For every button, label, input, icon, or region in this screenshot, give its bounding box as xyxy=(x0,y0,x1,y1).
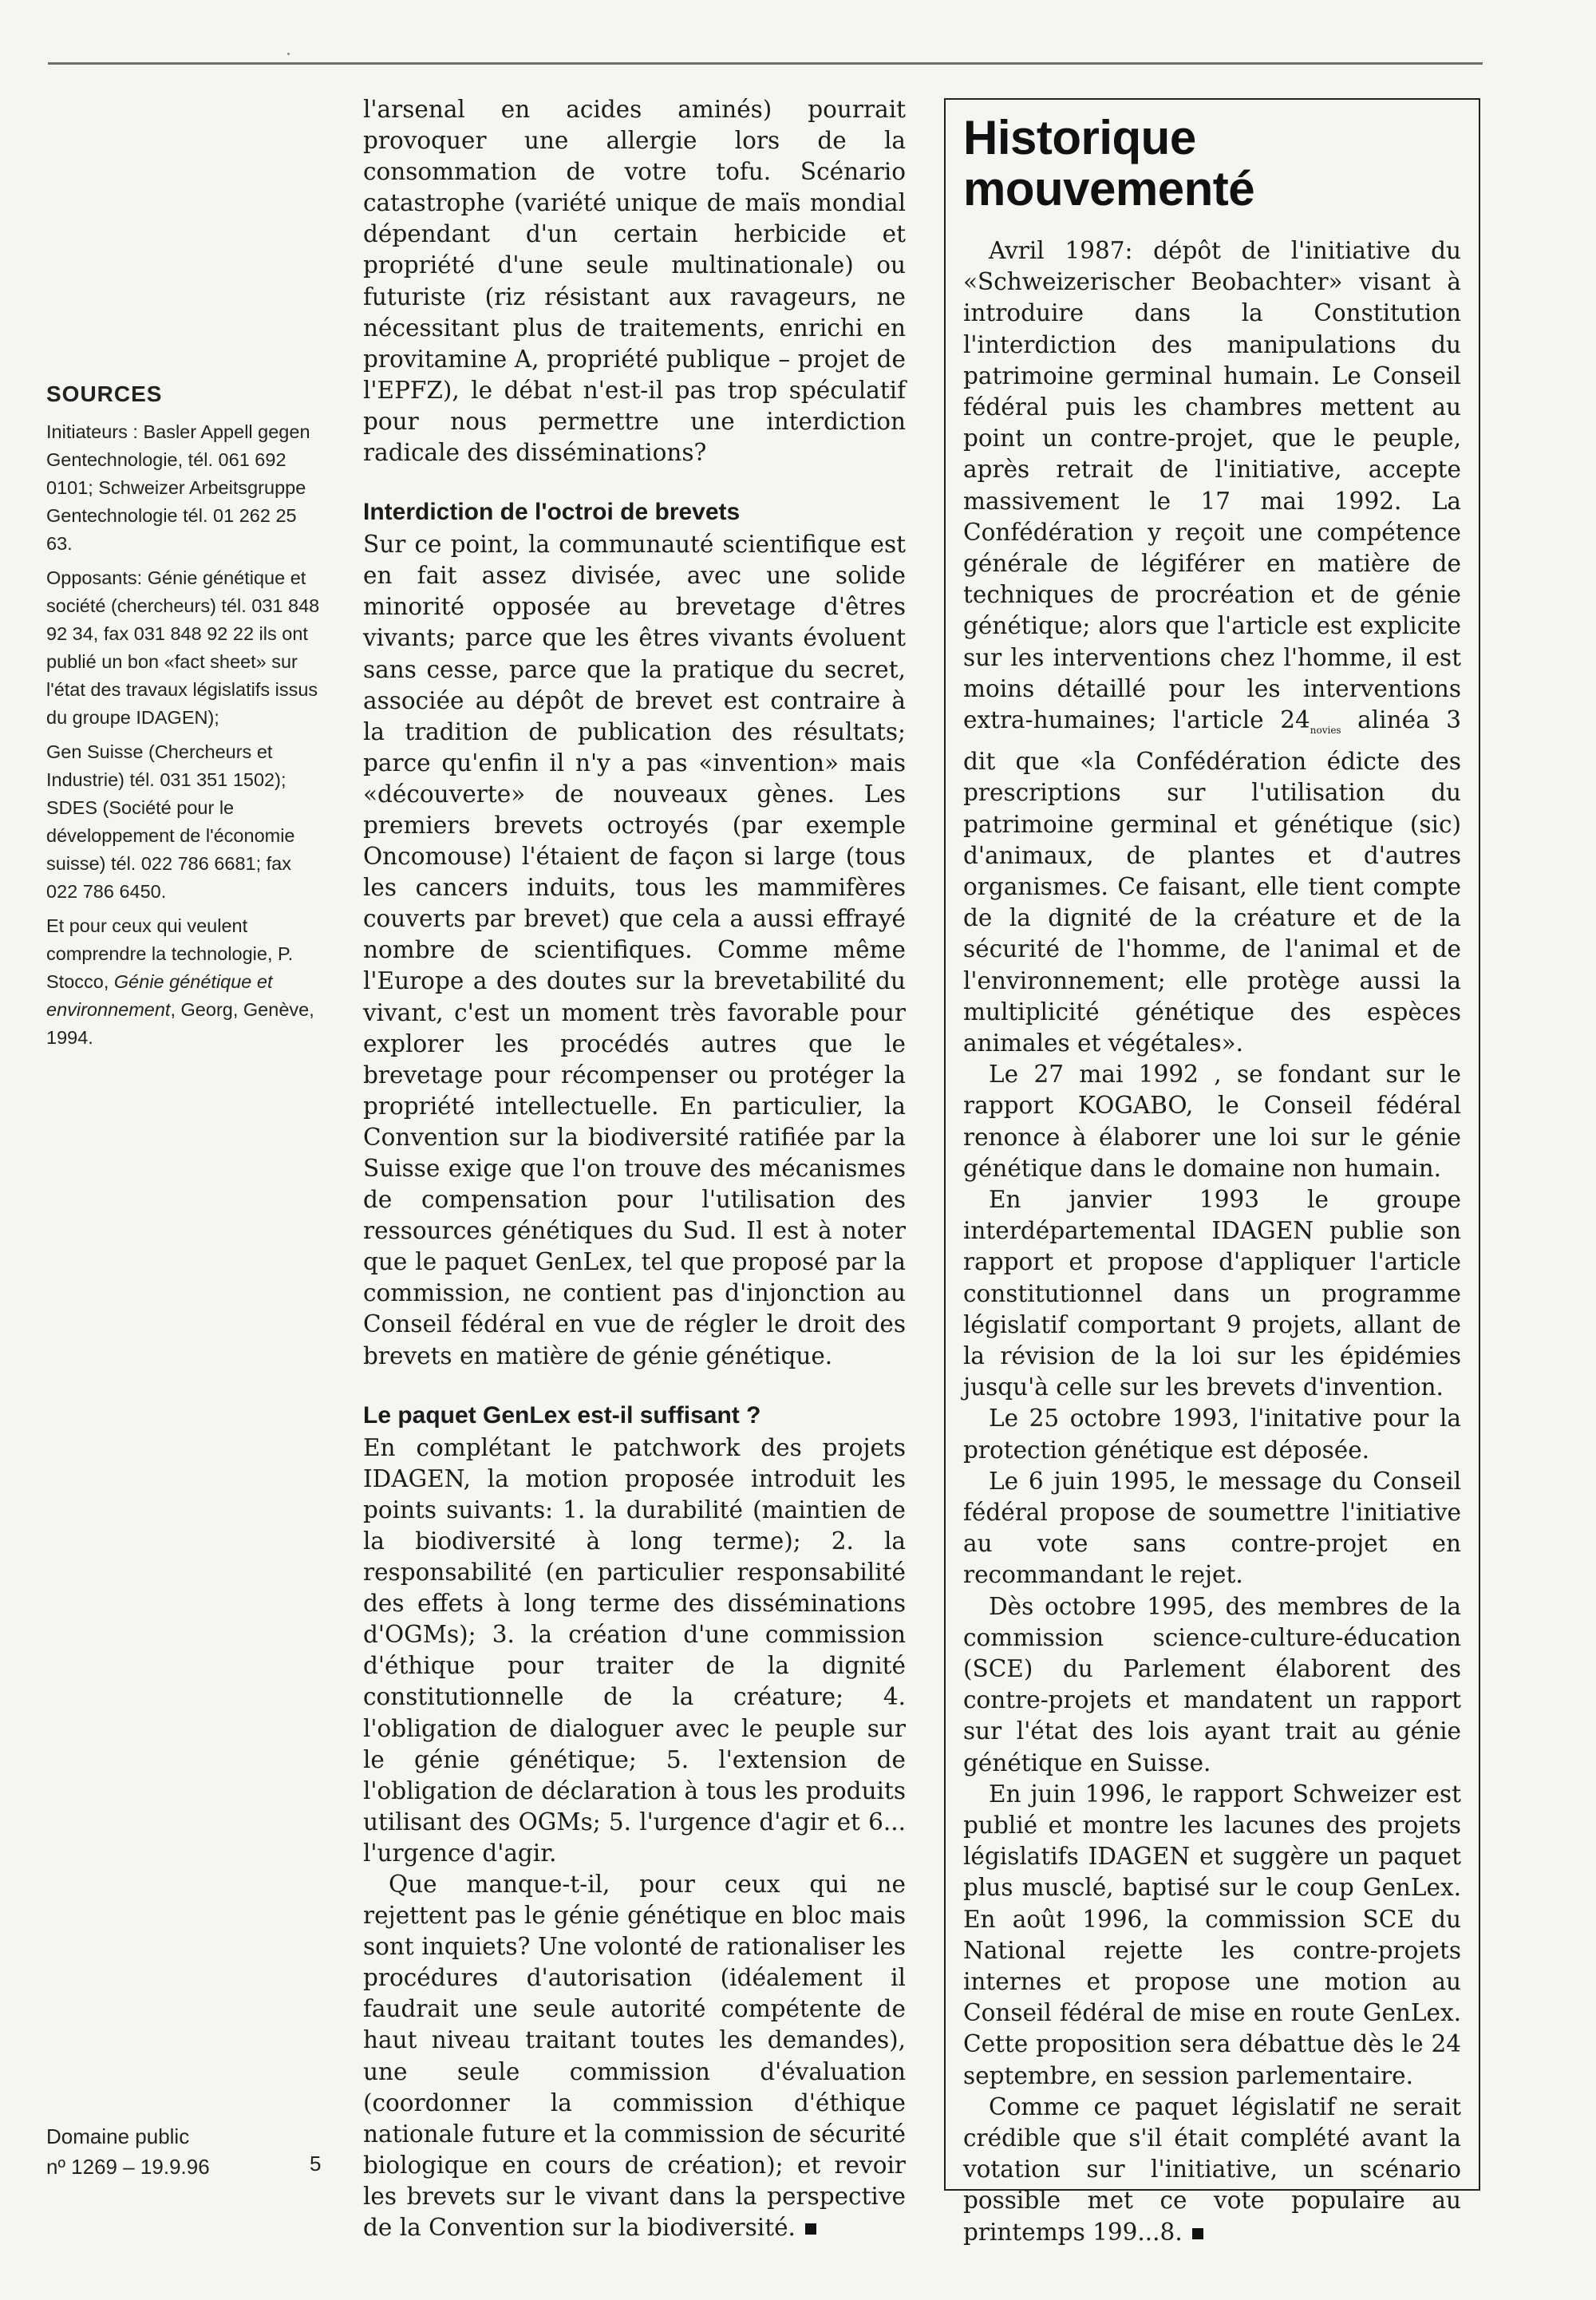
history-paragraph: En juin 1996, le rapport Schweizer est publié et montre les lacunes des projets législatifs IDAGEN et suggère un paquet plus musclé, baptisé sur le coup GenLex. En août 1996, la commission SCE du National rejette les contre-projets internes et propose une motion au Conseil fédéral de mise en route GenLex. Cette proposition sera débattue dès le 24 septembre, en session parlementaire. xyxy=(963,1780,1461,2089)
sources-sidebar xyxy=(46,381,326,1058)
section-heading-patents: Interdiction de l'octroi de brevets xyxy=(363,499,741,526)
source-entry-initiators: Initiateurs : Basler Appell gegen Gentechnologie, tél. 061 692 0101; Schweizer Arbeitsgruppe Gentechnologie tél. 01 262 25 63. xyxy=(46,421,310,554)
source-entry-opponents: Opposants: Génie génétique et société (chercheurs) tél. 031 848 92 34, fax 031 848 92 22 ils ont publié un bon «fact sheet» sur l'état des travaux législatifs issus du groupe IDAGEN); xyxy=(46,567,320,728)
book-title: Génie génétique et environnement xyxy=(46,971,273,1020)
history-paragraph: Comme ce paquet législatif ne serait crédible que s'il était complété avant la votation sur l'initiative, un scénario possible met ce vote populaire au printemps 199...8. xyxy=(963,2093,1461,2246)
history-paragraph: Le 6 juin 1995, le message du Conseil fédéral propose de soumettre l'initiative au vote sans contre-projet en recommandant le rejet. xyxy=(963,1467,1461,1589)
source-entry-gen-suisse: Gen Suisse (Chercheurs et Industrie) tél. 031 351 1502); SDES (Société pour le développement de l'économie suisse) tél. 022 786 6681; fax 022 786 6450. xyxy=(46,741,295,902)
section-heading-genlex: Le paquet GenLex est-il suffisant ? xyxy=(363,1401,761,1429)
history-paragraph: Avril 1987: dépôt de l'initiative du «Schweizerischer Beobachter» visant à introduire dans la Constitution l'interdiction des manipulations du patrimoine germinal humain. Le Conseil fédéral puis les chambres mettent au point un contre-projet, que le peuple, après retrait de l'initiative, accepte massivement le 17 mai 1992. La Confédération y reçoit une compétence générale de légiférer en matière de techniques de procréation et de génie génétique; alors que l'article est explicite sur les interventions chez l'homme, il est moins détaillé pour les interventions extra-humaines; l'article $24_{novies}$ alinéa 3 dit que «la Confédération édicte des prescriptions sur l'utilisation du patrimoine germinal et génétique (sic) d'animaux, de plantes et d'autres organismes. Ce faisant, elle tient compte de la dignité de la créature et de la sécurité de l'homme, de l'animal et de l'environnement; elle protège aussi la multiplicité génétique des espèces animales et végétales». xyxy=(963,237,1461,1057)
page-footer xyxy=(46,2121,334,2182)
article-paragraph: Sur ce point, la communauté scientifique est en fait assez divisée, avec une solide minorité opposée au brevetage d'êtres vivants; parce que les êtres vivants évoluent sans cesse, parce que la pratique du secret, associée au dépôt de brevet est contraire à la tradition de publication des résultats; parce qu'enfin il n'y a pas «invention» mais «découverte» de nouveaux gènes. Les premiers brevets octroyés (par exemple Oncomouse) l'étaient de façon si large (tous les cancers induits, tous les mammifères couverts par brevet) que cela a aussi effrayé nombre de scientifiques. Comme même l'Europe a des doutes sur la brevetabilité du vivant, c'est un moment très favorable pour explorer les procédés autres que le brevetage pour récompenser ou protéger la propriété intellectuelle. En particulier, la Convention sur la biodiversité ratifiée par la Suisse exige que l'on trouve des mécanismes de compensation pour l'utilisation des ressources génétiques du Sud. Il est à noter que le paquet GenLex, tel que proposé par la commission, ne contient pas d'injonction au Conseil fédéral en vue de régler le droit des brevets en matière de génie génétique. xyxy=(363,531,906,1369)
box-title: Historique mouvementé xyxy=(963,111,1255,215)
history-paragraph: Le 25 octobre 1993, l'initative pour la protection génétique est déposée. xyxy=(963,1405,1461,1464)
sources-title: SOURCES xyxy=(46,381,163,406)
publication-name: Domaine public xyxy=(46,2124,190,2148)
article-paragraph: l'arsenal en acides aminés) pourrait provoquer une allergie lors de la consommation de votre tofu. Scénario catastrophe (variété unique de maïs mondial dépendant d'un certain herbicide et propriété d'une seule multinationale) ou futuriste (riz résistant aux ravageurs, ne nécessitant plus de traitements, enrichi en provitamine A, propriété publique – projet de l'EPFZ), le débat n'est-il pas trop spéculatif pour nous permettre une interdiction radicale des disséminations? xyxy=(363,96,906,467)
article-column xyxy=(363,94,906,2243)
article-subscript: novies xyxy=(1310,724,1341,736)
end-mark xyxy=(805,2223,816,2235)
top-rule xyxy=(48,62,1483,65)
article-paragraph: En complétant le patchwork des projets IDAGEN, la motion proposée introduit les points suivants: 1. la durabilité (maintien de la biodiversité à long terme); 2. la responsabilité (en particulier responsabilité des effets à long terme des disséminations d'OGMs); 3. la création d'une commission d'éthique pour traiter de la dignité constitutionnelle de la créature; 4. l'obligation de dialoguer avec le peuple sur le génie génétique; 5. l'extension de l'obligation de déclaration à tous les produits utilisant des OGMs; 5. l'urgence d'agir et 6... l'urgence d'agir. xyxy=(363,1433,906,1867)
source-entry-reading: Et pour ceux qui veulent comprendre la technologie, P. Stocco, Génie génétique et environnement, Georg, Genève, 1994. xyxy=(46,915,314,1048)
issue-info: nº 1269 – 19.9.96 xyxy=(46,2155,210,2179)
history-paragraph: Le 27 mai 1992 , se fondant sur le rapport KOGABO, le Conseil fédéral renonce à élaborer une loi sur le génie génétique dans le domaine non humain. xyxy=(963,1061,1461,1182)
end-mark xyxy=(1192,2228,1203,2239)
history-paragraph: Dès octobre 1995, des membres de la commission science-culture-éducation (SCE) du Parlement élaborent des contre-projets et mandatent un rapport sur l'état des lois ayant trait au génie génétique en Suisse. xyxy=(963,1592,1461,1776)
history-paragraph: En janvier 1993 le groupe interdépartemental IDAGEN publie son rapport et propose d'appliquer l'article constitutionnel dans un programme législatif comportant 9 projets, allant de la révision de la loi sur les épidémies jusqu'à celle sur les brevets d'invention. xyxy=(963,1185,1461,1401)
page-number: 5 xyxy=(310,2152,322,2176)
history-box xyxy=(944,98,1480,2246)
print-speck xyxy=(287,53,290,55)
box-body xyxy=(963,235,1461,2248)
article-paragraph: Que manque-t-il, pour ceux qui ne rejettent pas le génie génétique en bloc mais sont inquiets? Une volonté de rationaliser les procédures d'autorisation (idéalement il faudrait une seule autorité compétente de haut niveau traitant toutes les demandes), une seule commission d'évaluation (coordonner la commission d'éthique nationale future et la commission de sécurité biologique en cours de création); et revoir les brevets sur le vivant dans la perspective de la Convention sur la biodiversité. xyxy=(363,1870,906,2241)
